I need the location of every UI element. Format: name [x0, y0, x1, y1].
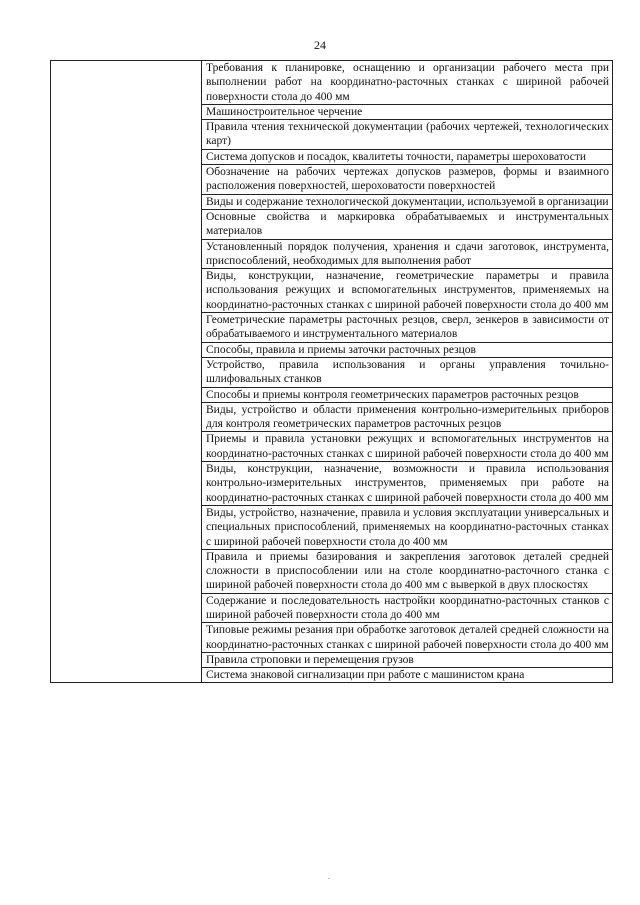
requirement-cell: Способы, правила и приемы заточки расточных резцов: [202, 342, 613, 357]
left-column-cell: [51, 61, 202, 683]
requirement-cell: Правила строповки и перемещения грузов: [202, 652, 613, 667]
requirement-cell: Типовые режимы резания при обработке заготовок деталей средней сложности на координатно-расточных станках с шириной рабочей поверхности стола до 400 мм: [202, 623, 613, 653]
requirement-cell: Виды, конструкции, назначение, возможности и правила использования контрольно-измерительных инструментов, применяемых при работе на координатно-расточных станках с шириной рабочей поверхности стола до 400 мм: [202, 462, 613, 506]
scan-speck: .: [328, 872, 330, 881]
requirement-cell: Машиностроительное черчение: [202, 104, 613, 119]
requirements-table-body: [51, 61, 613, 683]
requirement-cell: Основные свойства и маркировка обрабатываемых и инструментальных материалов: [202, 209, 613, 239]
requirement-cell: Содержание и последовательность настройки координатно-расточных станков с шириной рабочей поверхности стола до 400 мм: [202, 593, 613, 623]
requirement-cell: Способы и приемы контроля геометрических параметров расточных резцов: [202, 387, 613, 402]
requirement-cell: Геометрические параметры расточных резцов, сверл, зенкеров в зависимости от обрабатываемого и инструментального материалов: [202, 313, 613, 343]
table-row: [51, 61, 613, 105]
requirement-cell: Установленный порядок получения, хранения и сдачи заготовок, инструмента, приспособлений, необходимых для выполнения работ: [202, 239, 613, 269]
page-number: 24: [314, 38, 326, 52]
requirement-cell: Приемы и правила установки режущих и вспомогательных инструментов на координатно-расточных станках с шириной рабочей поверхности стола до 400 мм: [202, 432, 613, 462]
requirements-table: [50, 60, 613, 683]
requirement-cell: Правила и приемы базирования и закрепления заготовок деталей средней сложности в приспособлении или на столе координатно-расточного станка с шириной рабочей поверхности стола до 400 мм с выверкой в двух плоскостях: [202, 549, 613, 593]
requirement-cell: Виды, конструкции, назначение, геометрические параметры и правила использования режущих и вспомогательных инструментов, применяемых на координатно-расточных станках с шириной рабочей поверхности стола до 400 мм: [202, 269, 613, 313]
requirement-cell: Устройство, правила использования и органы управления точильно-шлифовальных станков: [202, 357, 613, 387]
requirement-cell: Требования к планировке, оснащению и организации рабочего места при выполнении работ на координатно-расточных станках с шириной рабочей поверхности стола до 400 мм: [202, 61, 613, 105]
requirement-cell: Виды, устройство, назначение, правила и условия эксплуатации универсальных и специальных приспособлений, применяемых на координатно-расточных станках с шириной рабочей поверхности стола до 400 мм: [202, 505, 613, 549]
requirement-cell: Обозначение на рабочих чертежах допусков размеров, формы и взаимного расположения поверхностей, шероховатости поверхностей: [202, 165, 613, 195]
requirement-cell: Виды и содержание технологической документации, используемой в организации: [202, 194, 613, 209]
requirement-cell: Правила чтения технической документации (рабочих чертежей, технологических карт): [202, 120, 613, 150]
requirement-cell: Виды, устройство и области применения контрольно-измерительных приборов для контроля геометрических параметров расточных резцов: [202, 402, 613, 432]
requirement-cell: Система знаковой сигнализации при работе с машинистом крана: [202, 668, 613, 683]
requirement-cell: Система допусков и посадок, квалитеты точности, параметры шероховатости: [202, 149, 613, 164]
